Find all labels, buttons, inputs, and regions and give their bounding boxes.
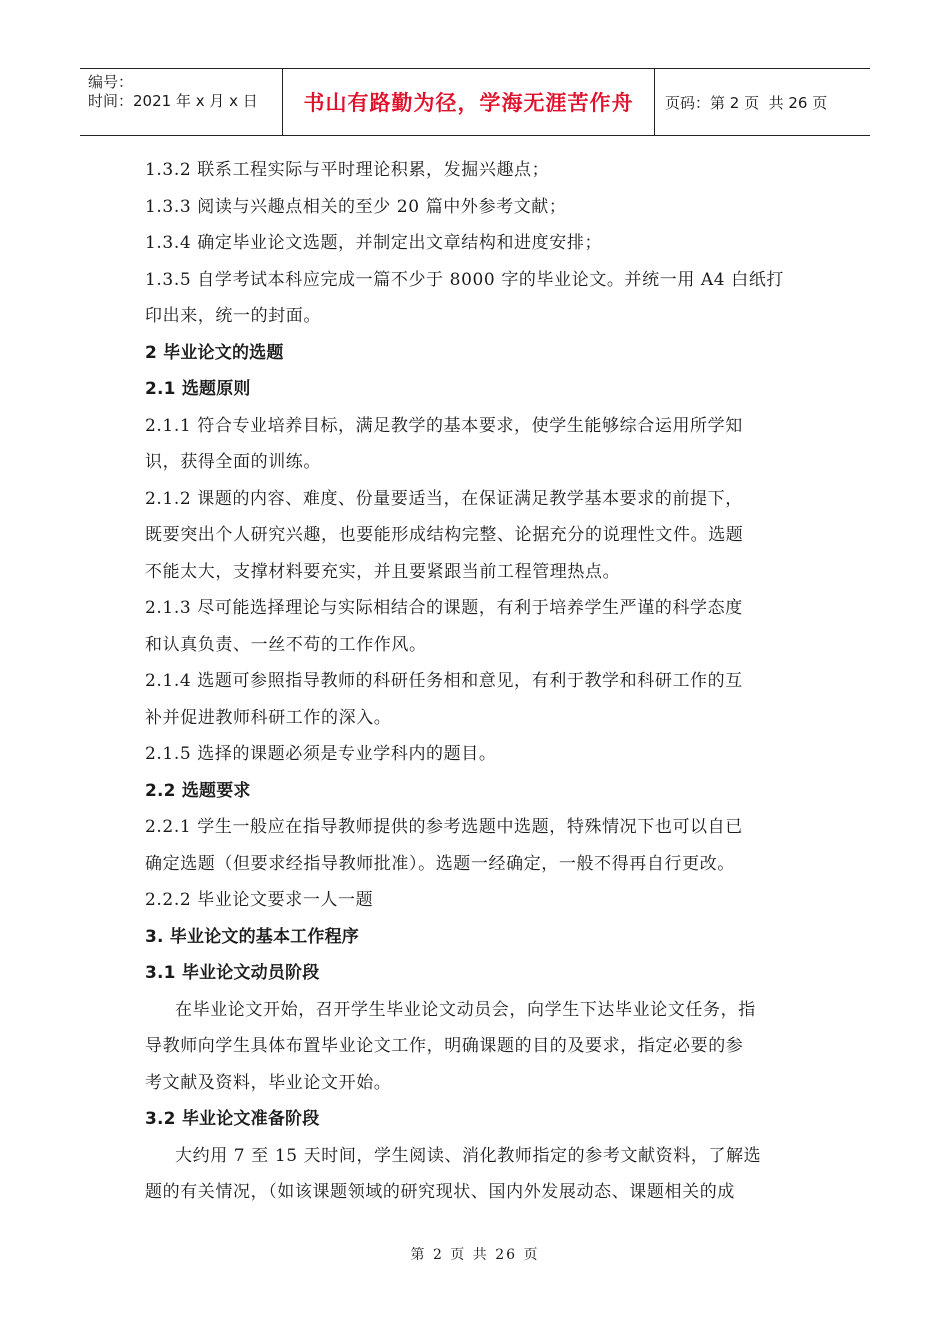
body-line: 2.2.2 毕业论文要求一人一题 (145, 890, 374, 910)
body-line: 2.1.1 符合专业培养目标，满足教学的基本要求，使学生能够综合运用所学知 (145, 415, 743, 436)
body-line: 印出来，统一的封面。 (145, 306, 321, 326)
subsection-heading: 3.2 毕业论文准备阶段 (145, 1109, 320, 1129)
body-line: 2.2.1 学生一般应在指导教师提供的参考选题中选题，特殊情况下也可以自已 (145, 817, 743, 837)
body-line: 1.3.2 联系工程实际与平时理论积累，发掘兴趣点； (145, 160, 550, 180)
body-line: 导教师向学生具体布置毕业论文工作，明确课题的目的及要求，指定必要的参 (145, 1036, 744, 1056)
header-motto-cell (283, 69, 655, 135)
body-line: 2.1.2 课题的内容、难度、份量要适当，在保证满足教学基本要求的前提下， (145, 488, 743, 509)
subsection-heading: 2.1 选题原则 (145, 379, 251, 399)
page-footer (0, 1244, 950, 1264)
code-label: 编号： (88, 73, 134, 91)
body-line: 识，获得全面的训练。 (145, 452, 321, 472)
document-header (80, 68, 870, 136)
section-heading: 2 毕业论文的选题 (145, 342, 284, 363)
page-info: 页码：第 2 页 共 26 页 (665, 93, 828, 112)
footer-page-number: 第 2 页 共 26 页 (410, 1247, 540, 1263)
motto-text: 书山有路勤为径，学海无涯苦作舟 (303, 91, 634, 115)
body-line: 在毕业论文开始，召开学生毕业论文动员会，向学生下达毕业论文任务，指 (175, 999, 756, 1020)
body-line: 2.1.5 选择的课题必须是专业学科内的题目。 (145, 744, 497, 764)
body-line: 不能太大，支撑材料要充实，并且要紧跟当前工程管理热点。 (145, 561, 621, 582)
body-line: 和认真负责、一丝不苟的工作作风。 (145, 634, 427, 655)
section-heading: 3. 毕业论文的基本工作程序 (145, 926, 360, 947)
subsection-heading: 3.1 毕业论文动员阶段 (145, 963, 320, 983)
body-line: 1.3.3 阅读与兴趣点相关的至少 20 篇中外参考文献； (145, 196, 567, 217)
body-line: 2.1.4 选题可参照指导教师的科研任务相和意见，有利于教学和科研工作的互 (145, 671, 743, 691)
body-line: 考文献及资料，毕业论文开始。 (145, 1072, 392, 1093)
subsection-heading: 2.2 选题要求 (145, 780, 251, 801)
document-body (145, 152, 810, 1211)
body-line: 1.3.4 确定毕业论文选题，并制定出文章结构和进度安排； (145, 233, 603, 253)
date-label: 时间：2021 年 x 月 x 日 (88, 92, 258, 110)
body-line: 补并促进教师科研工作的深入。 (145, 707, 392, 728)
body-line: 题的有关情况，（如该课题领域的研究现状、国内外发展动态、课题相关的成 (145, 1182, 735, 1202)
body-line: 确定选题（但要求经指导教师批准）。选题一经确定，一般不得再自行更改。 (145, 853, 735, 874)
body-line: 1.3.5 自学考试本科应完成一篇不少于 8000 字的毕业论文。并统一用 A4 白纸打 (145, 269, 785, 290)
header-page-cell (655, 69, 870, 135)
body-line: 2.1.3 尽可能选择理论与实际相结合的课题，有利于培养学生严谨的科学态度 (145, 598, 743, 618)
header-meta-cell (80, 69, 283, 135)
body-line: 大约用 7 至 15 天时间，学生阅读、消化教师指定的参考文献资料，了解选 (175, 1145, 762, 1166)
body-line: 既要突出个人研究兴趣，也要能形成结构完整、论据充分的说理性文件。选题 (145, 525, 744, 545)
